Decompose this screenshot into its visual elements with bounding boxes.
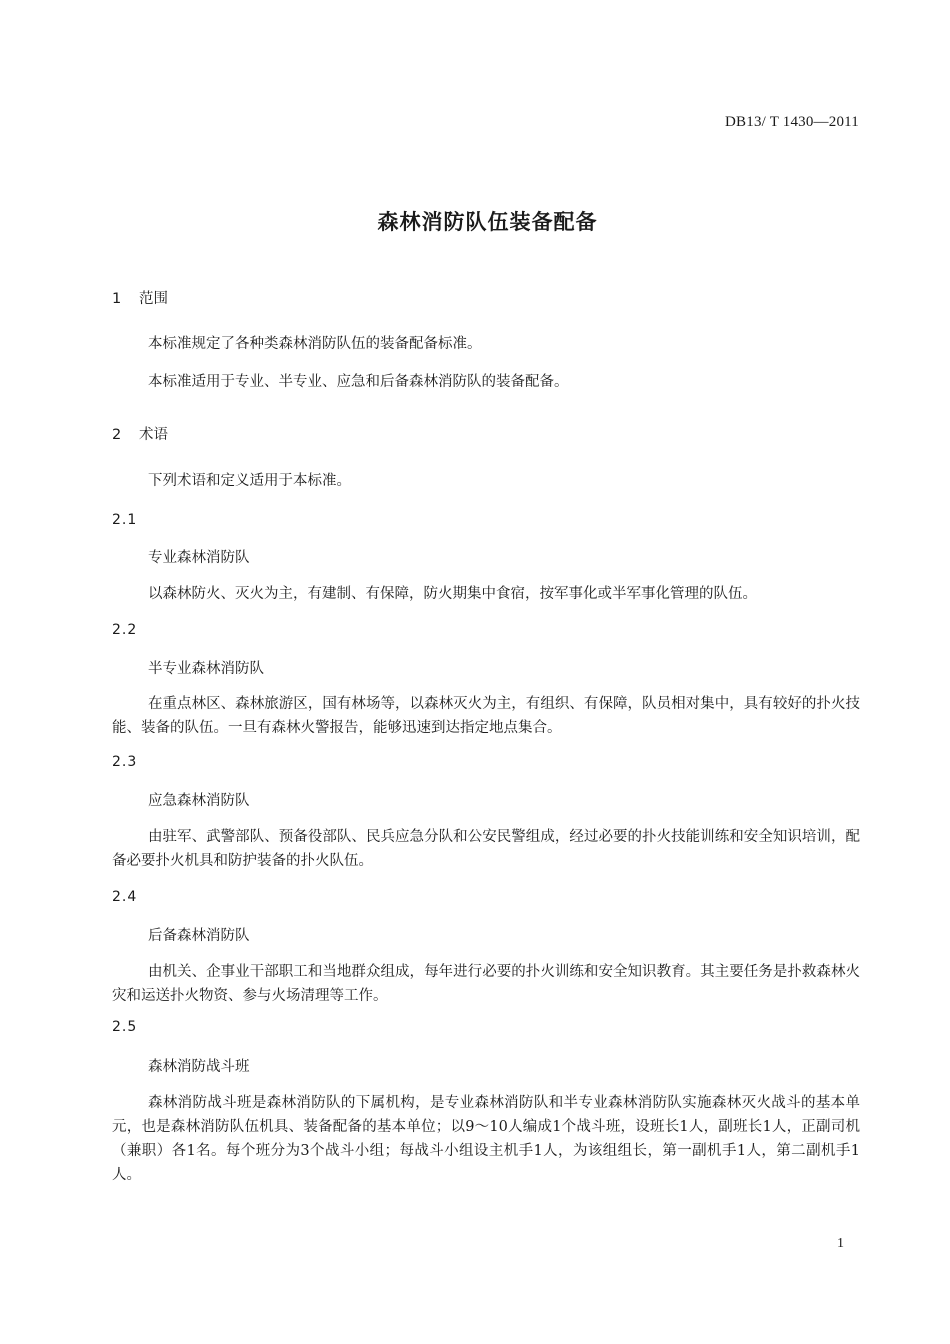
term-title: 应急森林消防队 — [148, 793, 250, 809]
document-title: 森林消防队伍装备配备 — [377, 210, 598, 234]
section-2-heading — [112, 423, 168, 444]
paragraph: 本标准规定了各种类森林消防队伍的装备配备标准。 — [148, 336, 482, 352]
section-number: 1 — [112, 291, 122, 307]
document-code: DB13/ T 1430—2011 — [725, 114, 859, 130]
term-title: 森林消防战斗班 — [148, 1059, 250, 1075]
paragraph: 下列术语和定义适用于本标准。 — [148, 473, 351, 489]
paragraph: 本标准适用于专业、半专业、应急和后备森林消防队的装备配备。 — [148, 374, 569, 390]
clause-number: 2.2 — [112, 622, 138, 638]
clause-number: 2.3 — [112, 754, 138, 770]
term-definition: 森林消防战斗班是森林消防队的下属机构，是专业森林消防队和半专业森林消防队实施森林灭火战斗的基本单元，也是森林消防队伍机具、装备配备的基本单位；以9～10人编成1个战斗班，设班长1人，副班长1人，正副司机（兼职）各1名。每个班分为3个战斗小组；每战斗小组设主机手1人，为该组组长，第一副机手1人，第二副机手1人。 — [112, 1095, 860, 1183]
term-title: 半专业森林消防队 — [148, 661, 264, 677]
clause-number: 2.1 — [112, 512, 138, 528]
term-title: 后备森林消防队 — [148, 928, 250, 944]
clause-number: 2.5 — [112, 1019, 138, 1035]
page-number: 1 — [837, 1236, 844, 1251]
section-title: 范围 — [139, 291, 168, 307]
clause-number: 2.4 — [112, 889, 138, 905]
term-definition: 由机关、企事业干部职工和当地群众组成，每年进行必要的扑火训练和安全知识教育。其主要任务是扑救森林火灾和运送扑火物资、参与火场清理等工作。 — [112, 964, 860, 1004]
section-1-heading — [112, 287, 168, 308]
term-definition: 在重点林区、森林旅游区，国有林场等，以森林灭火为主，有组织、有保障，队员相对集中，具有较好的扑火技能、装备的队伍。一旦有森林火警报告，能够迅速到达指定地点集合。 — [112, 696, 860, 736]
term-definition: 由驻军、武警部队、预备役部队、民兵应急分队和公安民警组成，经过必要的扑火技能训练和安全知识培训，配备必要扑火机具和防护装备的扑火队伍。 — [112, 829, 860, 869]
section-number: 2 — [112, 427, 122, 443]
term-definition: 以森林防火、灭火为主，有建制、有保障，防火期集中食宿，按军事化或半军事化管理的队伍。 — [148, 586, 757, 602]
section-title: 术语 — [139, 427, 168, 443]
term-title: 专业森林消防队 — [148, 550, 250, 566]
